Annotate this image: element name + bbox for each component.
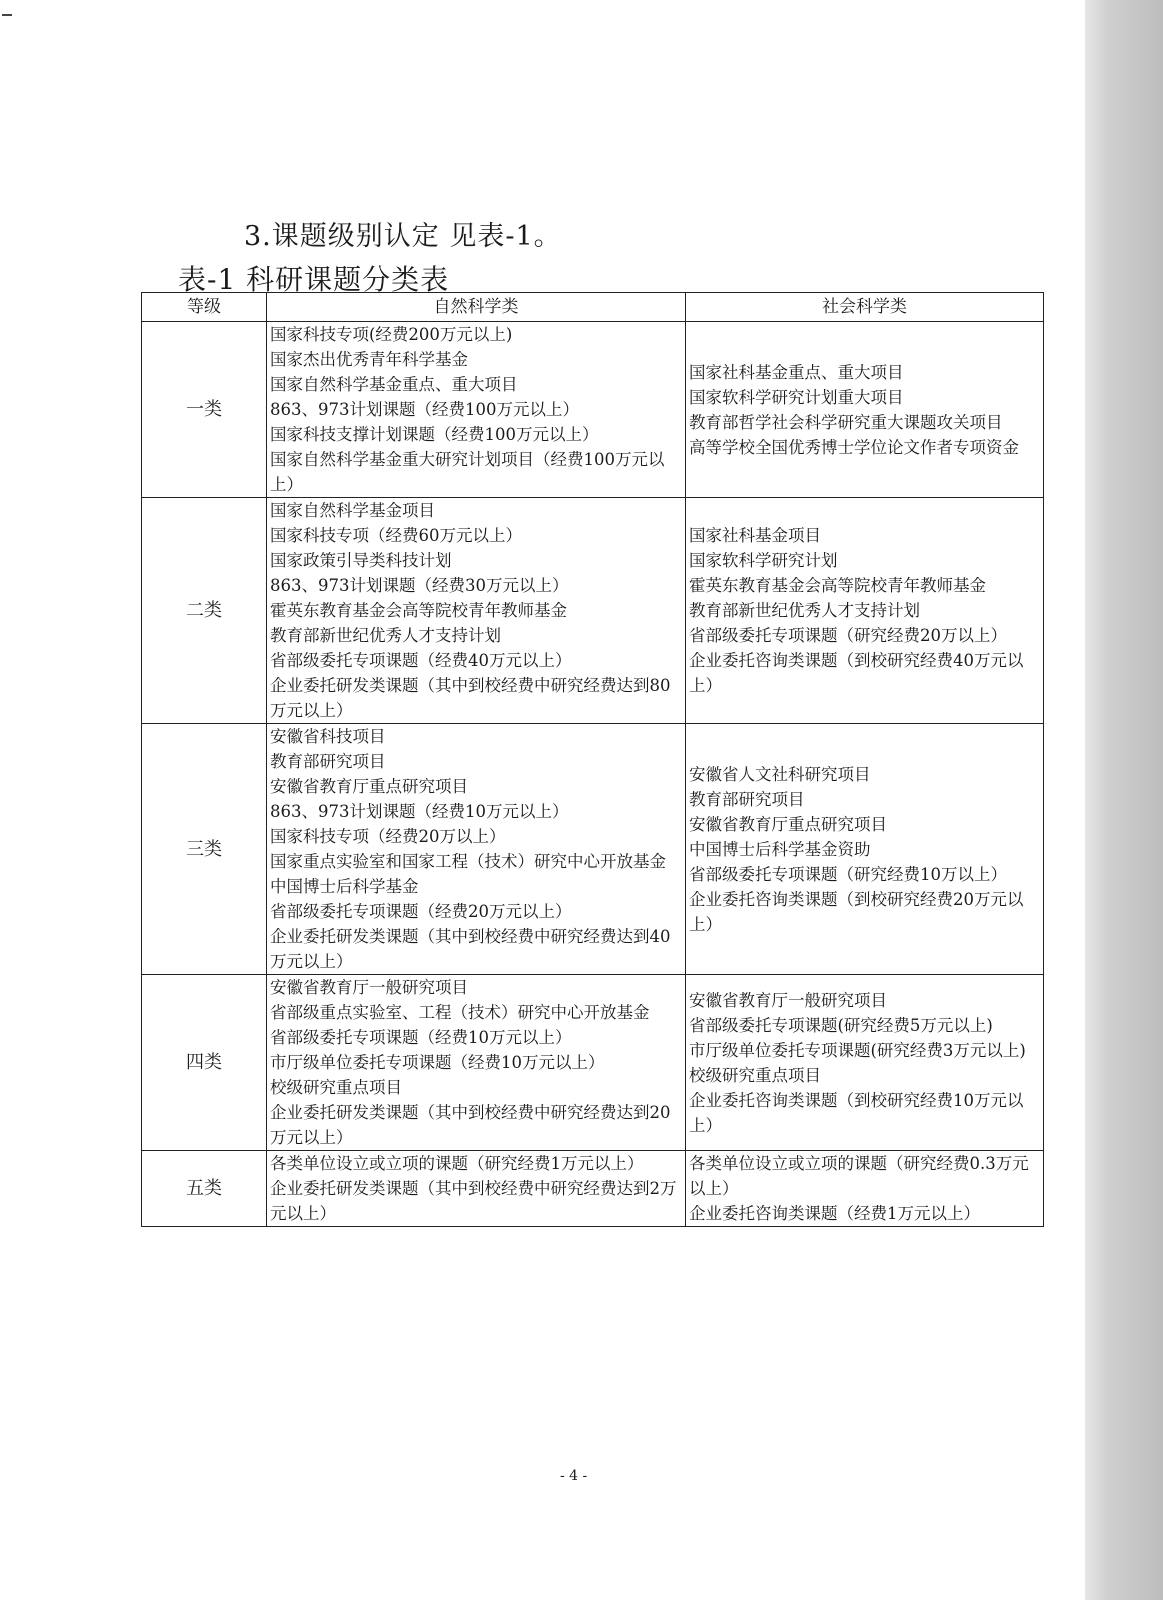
project-item: 安徽省人文社科研究项目: [689, 764, 871, 784]
social-science-cell: [686, 1151, 1044, 1227]
project-item: 国家自然科学基金项目: [270, 501, 435, 520]
project-item: 国家软科学研究计划: [689, 551, 838, 570]
project-item: 省部级委托专项课题(研究经费5万元以上): [689, 1015, 993, 1035]
project-item: 国家软科学研究计划重大项目: [689, 387, 904, 407]
social-science-cell: [686, 322, 1044, 498]
natural-science-cell: [267, 1151, 686, 1227]
table-header-row: [142, 293, 1044, 322]
project-item: 企业委托咨询类课题（到校研究经费10万元以上）: [689, 1090, 1024, 1135]
project-item: 企业委托咨询类课题（到校研究经费40万元以上）: [689, 651, 1024, 695]
project-item: 教育部哲学社会科学研究重大课题攻关项目: [689, 412, 1003, 432]
project-item: 市厅级单位委托专项课题（经费10万元以上）: [270, 1053, 605, 1072]
project-item: 企业委托咨询类课题（到校研究经费20万元以上）: [689, 889, 1024, 934]
table-row: [142, 322, 1044, 498]
project-item: 中国博士后科学基金: [270, 877, 419, 896]
table-row: [142, 1151, 1044, 1227]
project-item: 企业委托研发类课题（其中到校经费中研究经费达到80万元以上）: [270, 676, 671, 720]
project-item: 安徽省教育厅重点研究项目: [270, 777, 468, 796]
project-item: 教育部研究项目: [689, 789, 805, 809]
project-item: 国家社科基金重点、重大项目: [689, 362, 904, 382]
project-item: 国家科技专项(经费200万元以上): [270, 325, 513, 344]
level-cell: 一类: [142, 322, 267, 498]
table-row: [142, 975, 1044, 1151]
natural-science-cell: [267, 322, 686, 498]
social-science-cell: [686, 498, 1044, 724]
project-item: 企业委托研发类课题（其中到校经费中研究经费达到40万元以上）: [270, 927, 671, 971]
corner-mark: [2, 14, 12, 16]
table-body: [142, 322, 1044, 1227]
page-edge-shadow: [1085, 0, 1163, 1600]
natural-science-cell: [267, 498, 686, 724]
level-cell: 四类: [142, 975, 267, 1151]
project-item: 企业委托研发类课题（其中到校经费中研究经费达到20万元以上）: [270, 1103, 671, 1147]
project-item: 省部级委托专项课题（经费20万元以上）: [270, 902, 572, 921]
project-item: 教育部研究项目: [270, 752, 386, 771]
project-item: 省部级委托专项课题（经费10万元以上）: [270, 1028, 572, 1047]
project-item: 教育部新世纪优秀人才支持计划: [270, 626, 501, 645]
header-natural-science: 自然科学类: [267, 293, 686, 322]
project-item: 863、973计划课题（经费30万元以上）: [270, 576, 569, 595]
project-item: 市厅级单位委托专项课题(研究经费3万元以上): [689, 1040, 1026, 1060]
header-social-science: 社会科学类: [686, 293, 1044, 322]
project-item: 国家社科基金项目: [689, 526, 821, 545]
project-item: 霍英东教育基金会高等院校青年教师基金: [689, 576, 986, 595]
project-item: 国家自然科学基金重大研究计划项目（经费100万元以上）: [270, 450, 665, 494]
level-cell: 三类: [142, 724, 267, 975]
project-item: 国家自然科学基金重点、重大项目: [270, 375, 518, 394]
project-item: 各类单位设立或立项的课题（研究经费1万元以上）: [270, 1154, 644, 1173]
project-item: 国家科技专项（经费20万以上）: [270, 827, 506, 846]
project-item: 国家科技专项（经费60万元以上）: [270, 526, 522, 545]
project-item: 国家政策引导类科技计划: [270, 551, 452, 570]
project-item: 高等学校全国优秀博士学位论文作者专项资金: [689, 437, 1019, 457]
project-item: 校级研究重点项目: [689, 1065, 821, 1085]
project-item: 国家重点实验室和国家工程（技术）研究中心开放基金: [270, 852, 666, 871]
natural-science-cell: [267, 724, 686, 975]
table-row: [142, 498, 1044, 724]
page-number: - 4 -: [560, 1468, 588, 1484]
project-item: 各类单位设立或立项的课题（研究经费0.3万元以上）: [689, 1154, 1029, 1198]
social-science-cell: [686, 724, 1044, 975]
project-item: 安徽省教育厅一般研究项目: [270, 978, 468, 997]
project-item: 国家杰出优秀青年科学基金: [270, 350, 468, 369]
project-item: 安徽省教育厅重点研究项目: [689, 814, 887, 834]
table-caption: 表-1 科研课题分类表: [178, 263, 450, 296]
project-item: 教育部新世纪优秀人才支持计划: [689, 601, 920, 620]
table-row: [142, 724, 1044, 975]
section-heading: 3.课题级别认定 见表-1。: [244, 221, 562, 252]
level-cell: 二类: [142, 498, 267, 724]
project-item: 校级研究重点项目: [270, 1078, 402, 1097]
project-item: 863、973计划课题（经费100万元以上）: [270, 400, 579, 419]
project-item: 安徽省科技项目: [270, 727, 386, 746]
project-item: 省部级委托专项课题（研究经费20万以上）: [689, 626, 1007, 645]
classification-table: [141, 292, 1044, 1227]
project-item: 省部级重点实验室、工程（技术）研究中心开放基金: [270, 1003, 650, 1022]
level-cell: 五类: [142, 1151, 267, 1227]
project-item: 企业委托研发类课题（其中到校经费中研究经费达到2万元以上）: [270, 1179, 677, 1223]
project-item: 企业委托咨询类课题（经费1万元以上）: [689, 1204, 980, 1223]
social-science-cell: [686, 975, 1044, 1151]
project-item: 中国博士后科学基金资助: [689, 839, 871, 859]
project-item: 省部级委托专项课题（研究经费10万以上）: [689, 864, 1007, 884]
project-item: 安徽省教育厅一般研究项目: [689, 990, 887, 1010]
project-item: 863、973计划课题（经费10万元以上）: [270, 802, 569, 821]
project-item: 省部级委托专项课题（经费40万元以上）: [270, 651, 572, 670]
natural-science-cell: [267, 975, 686, 1151]
header-level: 等级: [142, 293, 267, 322]
project-item: 霍英东教育基金会高等院校青年教师基金: [270, 601, 567, 620]
project-item: 国家科技支撑计划课题（经费100万元以上）: [270, 425, 599, 444]
